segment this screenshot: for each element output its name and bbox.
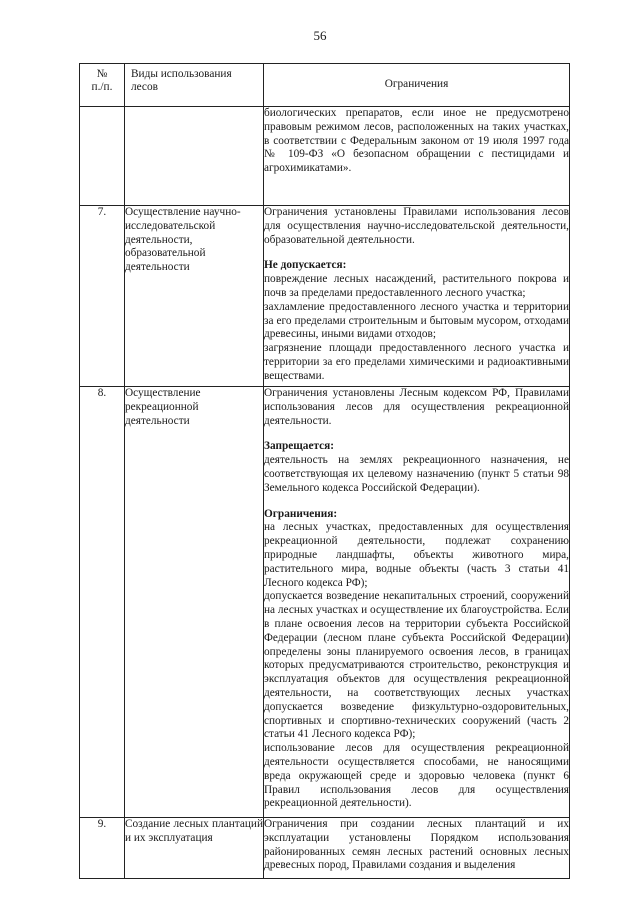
row-restrictions (264, 206, 570, 387)
row-number: 9. (80, 818, 125, 879)
restriction-paragraph: Ограничения установлены Правилами использования лесов для осуществления научно-исследовательской деятельности, образовательной деятельности. (264, 206, 569, 246)
header-kind (125, 64, 264, 107)
header-kind-label: Виды использования лесов (131, 68, 232, 93)
row-restrictions (264, 107, 570, 206)
restriction-paragraph: Ограничения установлены Лесным кодексом РФ, Правилами использования лесов для осуществления рекреационной деятельности. (264, 387, 569, 427)
table-row (80, 107, 570, 206)
paragraph-gap (264, 247, 569, 259)
restriction-paragraph: Ограничения при создании лесных плантаций и их эксплуатации установлены Порядком использования районированных семян лесных растений основных лесных древесных пород, Правилами создания и выделения (264, 818, 569, 872)
section-heading: Запрещается: (264, 440, 335, 453)
row-kind: Осуществление научно-исследовательской деятельности, образовательной деятельности (125, 206, 264, 387)
table-header-row (80, 64, 570, 107)
table-row (80, 818, 570, 879)
row-kind: Создание лесных плантаций и их эксплуатация (125, 818, 264, 879)
section-heading: Ограничения: (264, 507, 338, 520)
header-restrictions-label: Ограничения (384, 78, 449, 91)
restriction-paragraph: повреждение лесных насаждений, растительного покрова и почв за пределами предоставленного лесного участка; (264, 273, 569, 299)
section-heading: Не допускается: (264, 259, 347, 272)
restriction-paragraph: на лесных участках, предоставленных для осуществления рекреационной деятельности, подлежат сохранению природные ландшафты, объекты животного мира, растительного мира, водные объекты (часть 3 статьи 41 Лесного кодекса РФ); (264, 521, 569, 589)
restriction-paragraph: деятельность на землях рекреационного назначения, не соответствующая их целевому назначению (пункт 5 статьи 98 Земельного кодекса Российской Федерации). (264, 454, 569, 494)
page-number: 56 (313, 28, 327, 43)
restriction-paragraph: допускается возведение некапитальных строений, сооружений на лесных участках и осуществление их благоустройства. Если в плане освоения лесов на территории субъекта Российской Федерации (лесном плане субъекта Российской Федерации) определены зоны планируемого освоения лесов, в границах которых предусматриваются строительство, реконструкция и эксплуатация объектов для осуществления рекреационной деятельности, на соответствующих лесных участках допускается возведение физкультурно-оздоровительных, спортивных и спортивно-технических сооружений (часть 2 статьи 41 Лесного кодекса РФ); (264, 590, 569, 741)
restriction-paragraph: загрязнение площади предоставленного лесного участка и территории за его пределами химическими и радиоактивными веществами. (264, 342, 569, 382)
paragraph-gap (264, 428, 569, 440)
table-row (80, 206, 570, 387)
row-restrictions (264, 818, 570, 879)
restriction-paragraph: использование лесов для осуществления рекреационной деятельности осуществляется способами, не наносящими вреда окружающей среде и здоровью человека (пункт 6 Правил использования лесов для осуществления рекреационной деятельности). (264, 742, 569, 810)
restriction-paragraph: захламление предоставленного лесного участка и территории за его пределами строительным и бытовым мусором, отходами древесины, иными видами отходов; (264, 300, 569, 341)
restriction-paragraph: биологических препаратов, если иное не предусмотрено правовым режимом лесов, расположенных на таких участках, в соответствии с Федеральным законом от 19 июля 1997 года № 109-ФЗ «О безопасном обращении с пестицидами и агрохимикатами». (264, 107, 569, 175)
table-row (80, 387, 570, 818)
header-num (80, 64, 125, 107)
header-num-label: № п./п. (91, 68, 113, 93)
row-kind (125, 107, 264, 206)
paragraph-gap (264, 496, 569, 508)
row-restrictions (264, 387, 570, 818)
row-number (80, 107, 125, 206)
row-number: 7. (80, 206, 125, 387)
row-number: 8. (80, 387, 125, 818)
restrictions-table (79, 63, 570, 879)
row-kind: Осуществление рекреационной деятельности (125, 387, 264, 818)
header-restrictions (264, 64, 570, 107)
